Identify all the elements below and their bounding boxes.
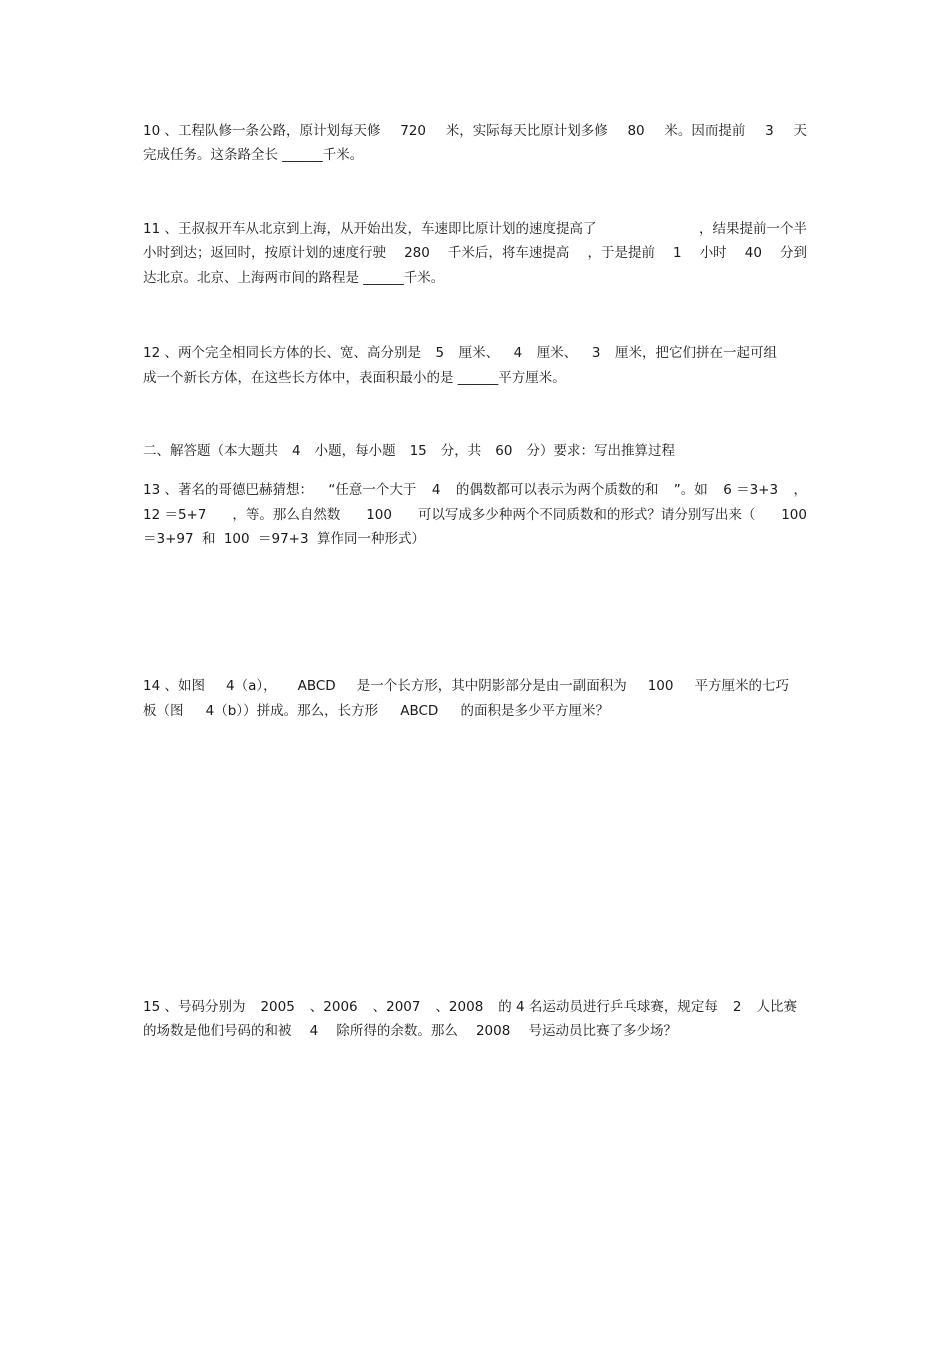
q15-number: 、2008 (435, 999, 484, 1015)
q11-line-3 (143, 269, 807, 287)
q12-line-1 (143, 344, 777, 362)
q12-number: 4 (513, 345, 523, 361)
q10-line-2 (143, 146, 807, 164)
q11-line-2 (143, 244, 807, 262)
q10-number: 3 (765, 123, 774, 139)
q11-text: ，于是提前 (587, 245, 655, 261)
q14-label: ABCD (400, 703, 439, 719)
q13-number: 100 (366, 507, 392, 523)
q15-number: 2008 (475, 1023, 511, 1039)
q12-line-2 (143, 369, 807, 387)
q13-equation: ＝97+3 (258, 531, 309, 547)
q13-number: 100 (781, 507, 807, 523)
q15-number: 、2007 (372, 999, 421, 1015)
q11-line-1 (143, 220, 807, 238)
q12-text: 12 、两个完全相同长方体的长、宽、高分别是 (143, 345, 421, 361)
q13-text: 算作同一种形式） (316, 531, 425, 547)
section-heading-text: 分，共 (440, 443, 482, 459)
q11-text: 小时到达；返回时，按原计划的速度行驶 (143, 245, 386, 261)
q14-figure-ref: 4（a）， (225, 678, 277, 694)
q13-text: ， (793, 482, 807, 498)
q11-number: 40 (744, 245, 762, 261)
q14-line-1 (143, 677, 789, 695)
q14-label: ABCD (297, 678, 336, 694)
q15-text: 的 4 名运动员进行乒乓球赛，规定每 (498, 999, 718, 1015)
q12-text: 厘米、 (458, 345, 500, 361)
q14-figure-ref: 4（b））拼成。那么，长方形 (205, 703, 379, 719)
q11-text: 11 、王叔叔开车从北京到上海，从开始出发，车速即比原计划的速度提高了 (143, 221, 597, 237)
q13-number: 100 (223, 531, 250, 547)
q10-line-1 (143, 122, 807, 140)
q13-text: 可以写成多少种两个不同质数和的形式？请分别写出来（ (417, 507, 756, 523)
q15-text: 除所得的余数。那么 (336, 1023, 458, 1039)
q11-answer-line: 达北京。北京、上海两市间的路程是 ______千米。 (143, 270, 445, 286)
q14-text: 是一个长方形，其中阴影部分是由一副面积为 (356, 678, 627, 694)
q13-text: 13 、著名的哥德巴赫猜想： (143, 482, 313, 498)
section-heading-number: 15 (409, 443, 427, 459)
q11-number: 1 (673, 245, 682, 261)
q12-text: 厘米，把它们拼在一起可组 (614, 345, 777, 361)
q14-line-2 (143, 702, 609, 720)
q15-number: 4 (309, 1023, 319, 1039)
q13-equation: 6 ＝3+3 (723, 482, 779, 498)
section-heading-number: 60 (495, 443, 513, 459)
q13-line-2 (143, 506, 807, 524)
q15-text: 人比赛 (756, 999, 797, 1015)
q10-text: 天 (793, 123, 807, 139)
q14-text: 的面积是多少平方厘米？ (460, 703, 609, 719)
q12-number: 5 (435, 345, 445, 361)
q10-answer-line: 完成任务。这条路全长 ______千米。 (143, 147, 364, 163)
q11-text: 千米后，将车速提高 (447, 245, 570, 261)
q13-text: 的偶数都可以表示为两个质数的和 (455, 482, 659, 498)
q13-text: 和 (201, 531, 216, 547)
q10-number: 720 (400, 123, 426, 139)
q10-text: 10 、工程队修一条公路，原计划每天修 (143, 123, 381, 139)
q12-text: 厘米、 (536, 345, 578, 361)
q11-text: 小时 (699, 245, 727, 261)
section-heading-text: 二、解答题（本大题共 (143, 443, 278, 459)
q10-text: 米，实际每天比原计划多修 (445, 123, 608, 139)
q10-number: 80 (627, 123, 645, 139)
q13-number: 4 (431, 482, 441, 498)
q13-line-3 (143, 530, 425, 548)
q15-text: 15 、号码分别为 (143, 999, 246, 1015)
q11-text: ，结果提前一个半 (699, 221, 807, 237)
q14-text: 平方厘米的七巧 (694, 678, 789, 694)
q15-number: 2005 (260, 999, 295, 1015)
q11-text: 分到 (780, 245, 807, 261)
q15-line-2 (143, 1022, 677, 1040)
section-heading-text: 小题，每小题 (314, 443, 396, 459)
q13-text: ，等。那么自然数 (232, 507, 341, 523)
q15-line-1 (143, 998, 797, 1016)
q13-line-1 (143, 481, 807, 499)
q10-text: 米。因而提前 (664, 123, 746, 139)
q13-text: ”。如 (673, 482, 708, 498)
q15-number: 、2006 (309, 999, 358, 1015)
q12-answer-line: 成一个新长方体，在这些长方体中，表面积最小的是 ______平方厘米。 (143, 370, 566, 386)
section-heading (143, 442, 675, 460)
q14-text: 14 、如图 (143, 678, 205, 694)
q12-number: 3 (591, 345, 601, 361)
q15-text: 的场数是他们号码的和被 (143, 1023, 292, 1039)
q13-equation: ＝3+97 (143, 531, 194, 547)
q13-text: “任意一个大于 (328, 482, 417, 498)
q13-equation: 12 ＝5+7 (143, 507, 207, 523)
q15-number: 2 (732, 999, 742, 1015)
section-heading-text: 分）要求：写出推算过程 (526, 443, 675, 459)
q11-number: 280 (404, 245, 430, 261)
q14-text: 板（图 (143, 703, 184, 719)
q15-text: 号运动员比赛了多少场？ (528, 1023, 677, 1039)
section-heading-number: 4 (292, 443, 301, 459)
q14-number: 100 (647, 678, 674, 694)
